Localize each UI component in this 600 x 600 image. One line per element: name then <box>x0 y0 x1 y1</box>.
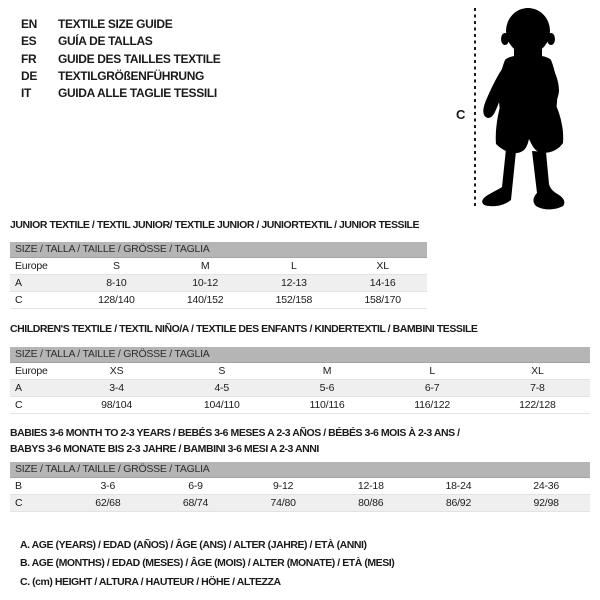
children-size-table <box>10 347 590 414</box>
cell: 6-7 <box>380 380 485 397</box>
legend-note-a: A. AGE (YEARS) / EDAD (AÑOS) / ÂGE (ANS) / ALTER (JAHRE) / ETÀ (ANNI) <box>20 539 367 551</box>
cell: 3-6 <box>64 478 152 495</box>
row-label: C <box>10 495 64 512</box>
babies-size-table <box>10 462 590 512</box>
cell: 104/110 <box>169 397 274 414</box>
cell: S <box>169 363 274 380</box>
cell: 7-8 <box>485 380 590 397</box>
toddler-silhouette-shape <box>482 8 564 209</box>
cell: L <box>380 363 485 380</box>
cell: 152/158 <box>250 292 339 309</box>
language-row-en <box>21 16 220 33</box>
table-row <box>10 275 427 292</box>
junior-section-title: JUNIOR TEXTILE / TEXTIL JUNIOR/ TEXTILE JUNIOR / JUNIORTEXTIL / JUNIOR TESSILE <box>10 219 420 231</box>
language-row-es <box>21 33 220 50</box>
row-label: C <box>10 292 72 309</box>
cell: 8-10 <box>72 275 161 292</box>
cell: XS <box>64 363 169 380</box>
row-label: A <box>10 275 72 292</box>
cell: 18-24 <box>415 478 503 495</box>
table-row <box>10 292 427 309</box>
language-row-it <box>21 85 220 102</box>
cell: XL <box>338 258 427 275</box>
cell: 116/122 <box>380 397 485 414</box>
junior-size-table <box>10 242 427 309</box>
size-header-bar: SIZE / TALLA / TAILLE / GRÖSSE / TAGLIA <box>10 462 590 478</box>
table-row <box>10 380 590 397</box>
cell: XL <box>485 363 590 380</box>
language-code: FR <box>21 51 37 66</box>
cell: 92/98 <box>502 495 590 512</box>
language-row-fr <box>21 51 220 68</box>
table-row <box>10 397 590 414</box>
cell: 62/68 <box>64 495 152 512</box>
table-row <box>10 363 590 380</box>
language-label: TEXTILE SIZE GUIDE <box>58 17 173 31</box>
legend-note-b: B. AGE (MONTHS) / EDAD (MESES) / ÂGE (MOIS) / ALTER (MONATE) / ETÀ (MESI) <box>20 557 395 570</box>
cell: M <box>274 363 379 380</box>
cell: 80/86 <box>327 495 415 512</box>
cell: 128/140 <box>72 292 161 309</box>
language-code: DE <box>21 68 37 83</box>
table-row <box>10 478 590 495</box>
language-code: ES <box>21 34 37 49</box>
cell: 10-12 <box>161 275 250 292</box>
row-label: A <box>10 380 64 397</box>
cell: 6-9 <box>152 478 240 495</box>
language-label: GUÍA DE TALLAS <box>58 34 153 49</box>
height-label: C <box>456 107 466 122</box>
legend-notes <box>20 536 394 591</box>
cell: 110/116 <box>274 397 379 414</box>
size-header-bar: SIZE / TALLA / TAILLE / GRÖSSE / TAGLIA <box>10 347 590 363</box>
language-code: IT <box>21 86 31 101</box>
babies-title-line2: BABYS 3-6 MONATE BIS 2-3 JAHRE / BAMBINI 3-6 MESI A 2-3 ANNI <box>10 443 319 455</box>
toddler-silhouette <box>455 0 595 215</box>
cell: 74/80 <box>239 495 327 512</box>
babies-section-title <box>10 425 460 457</box>
cell: 158/170 <box>338 292 427 309</box>
language-title-list <box>21 16 220 102</box>
table-row <box>10 258 427 275</box>
language-label: GUIDE DES TAILLES TEXTILE <box>58 51 221 66</box>
language-row-de <box>21 68 220 85</box>
cell: 14-16 <box>338 275 427 292</box>
language-code: EN <box>21 17 37 31</box>
cell: 3-4 <box>64 380 169 397</box>
row-label: B <box>10 478 64 495</box>
babies-title-line1: BABIES 3-6 MONTH TO 2-3 YEARS / BEBÉS 3-6 MESES A 2-3 AÑOS / BÉBÉS 3-6 MOIS À 2-3 ANS / <box>10 427 460 439</box>
cell: 98/104 <box>64 397 169 414</box>
legend-note-c: C. (cm) HEIGHT / ALTURA / HAUTEUR / HÖHE / ALTEZZA <box>20 575 281 588</box>
cell: S <box>72 258 161 275</box>
cell: 5-6 <box>274 380 379 397</box>
cell: 122/128 <box>485 397 590 414</box>
table-row <box>10 495 590 512</box>
cell: 12-13 <box>250 275 339 292</box>
language-label: TEXTILGRÖßENFÜHRUNG <box>58 68 205 83</box>
cell: 140/152 <box>161 292 250 309</box>
row-label: Europe <box>10 363 64 380</box>
cell: 68/74 <box>152 495 240 512</box>
cell: L <box>250 258 339 275</box>
cell: 86/92 <box>415 495 503 512</box>
language-label: GUIDA ALLE TAGLIE TESSILI <box>58 86 217 101</box>
cell: 24-36 <box>502 478 590 495</box>
row-label: C <box>10 397 64 414</box>
children-section-title: CHILDREN'S TEXTILE / TEXTIL NIÑO/A / TEXTILE DES ENFANTS / KINDERTEXTIL / BAMBINI TESSILE <box>10 323 478 335</box>
cell: 4-5 <box>169 380 274 397</box>
cell: M <box>161 258 250 275</box>
cell: 12-18 <box>327 478 415 495</box>
cell: 9-12 <box>239 478 327 495</box>
size-header-bar: SIZE / TALLA / TAILLE / GRÖSSE / TAGLIA <box>10 242 427 258</box>
row-label: Europe <box>10 258 72 275</box>
